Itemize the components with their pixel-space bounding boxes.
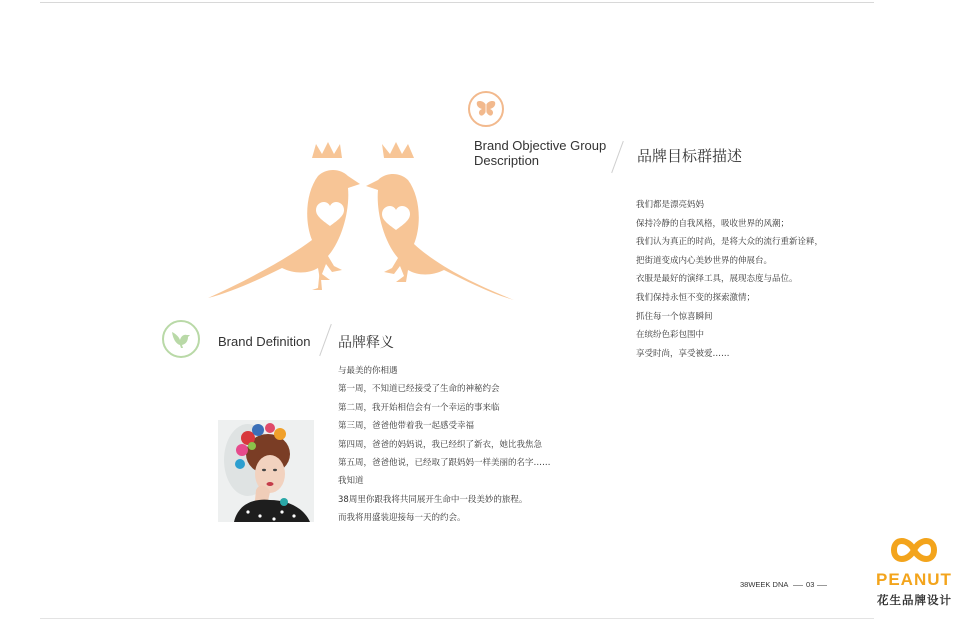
definition-text [338,362,551,528]
butterfly-icon [476,99,496,119]
text-line: 第一周，不知道已经接受了生命的神秘约会 [338,384,500,395]
objective-title-en-line1: Brand Objective Group [474,138,607,153]
title-divider [319,324,332,356]
top-rule [40,2,874,3]
text-line: 38周里你跟我将共同展开生命中一段美妙的旅程。 [338,494,528,505]
text-line: 享受时尚，享受被爱…… [636,348,730,359]
definition-title-en: Brand Definition [218,334,311,349]
bird-icon [170,328,192,350]
definition-title-cn: 品牌释义 [338,335,394,351]
text-line: 与最美的你相遇 [338,366,398,376]
page-footer [740,580,830,589]
objective-title-en-line2: Description [474,153,540,168]
text-line: 第五周，爸爸他说，已经取了跟妈妈一样美丽的名字…… [338,458,551,469]
text-line: 我们保持永恒不变的探索激情； [636,292,756,303]
objective-title-cn: 品牌目标群描述 [637,147,743,165]
text-line: 在缤纷色彩包围中 [636,330,705,341]
text-line: 把街道变成内心美妙世界的伸展台。 [636,255,773,266]
text-line: 而我将用盛装迎接每一天的约会。 [338,513,466,524]
bottom-rule [40,618,874,619]
footer-brand: 38WEEK [740,580,771,589]
text-line: 保持冷静的自我风格，吸收世界的风潮； [636,218,790,229]
crowned-birds-illustration [208,140,518,306]
butterfly-icon-badge [468,91,504,127]
text-line: 我知道 [338,476,364,487]
text-line: 第三周，爸爸他带着我一起感受幸福 [338,421,475,432]
footer-dna: DNA [772,580,788,589]
text-line: 我们认为真正的时尚，是将大众的流行重新诠释， [636,237,824,248]
footer-dash [793,585,803,586]
text-line: 第四周，爸爸的妈妈说，我已经织了新衣，她比我焦急 [338,439,543,450]
text-line: 抓住每一个惊喜瞬间 [636,311,713,322]
text-line: 第二周，我开始相信会有一个幸运的事来临 [338,402,500,413]
text-line: 衣服是最好的演绎工具，展现态度与品位。 [636,274,798,285]
objective-title-en [474,138,624,168]
bird-icon-badge [162,320,200,358]
text-line: 我们都是漂亮妈妈 [636,200,705,210]
logo-text-cn: 花生品牌设计 [877,593,952,607]
objective-description [636,196,823,363]
page-number: 03 [806,580,815,589]
peanut-infinity-icon [888,532,940,568]
logo-text-en: PEANUT [876,570,952,589]
model-photo [218,420,314,522]
peanut-logo [876,532,962,610]
footer-dash [817,585,827,586]
